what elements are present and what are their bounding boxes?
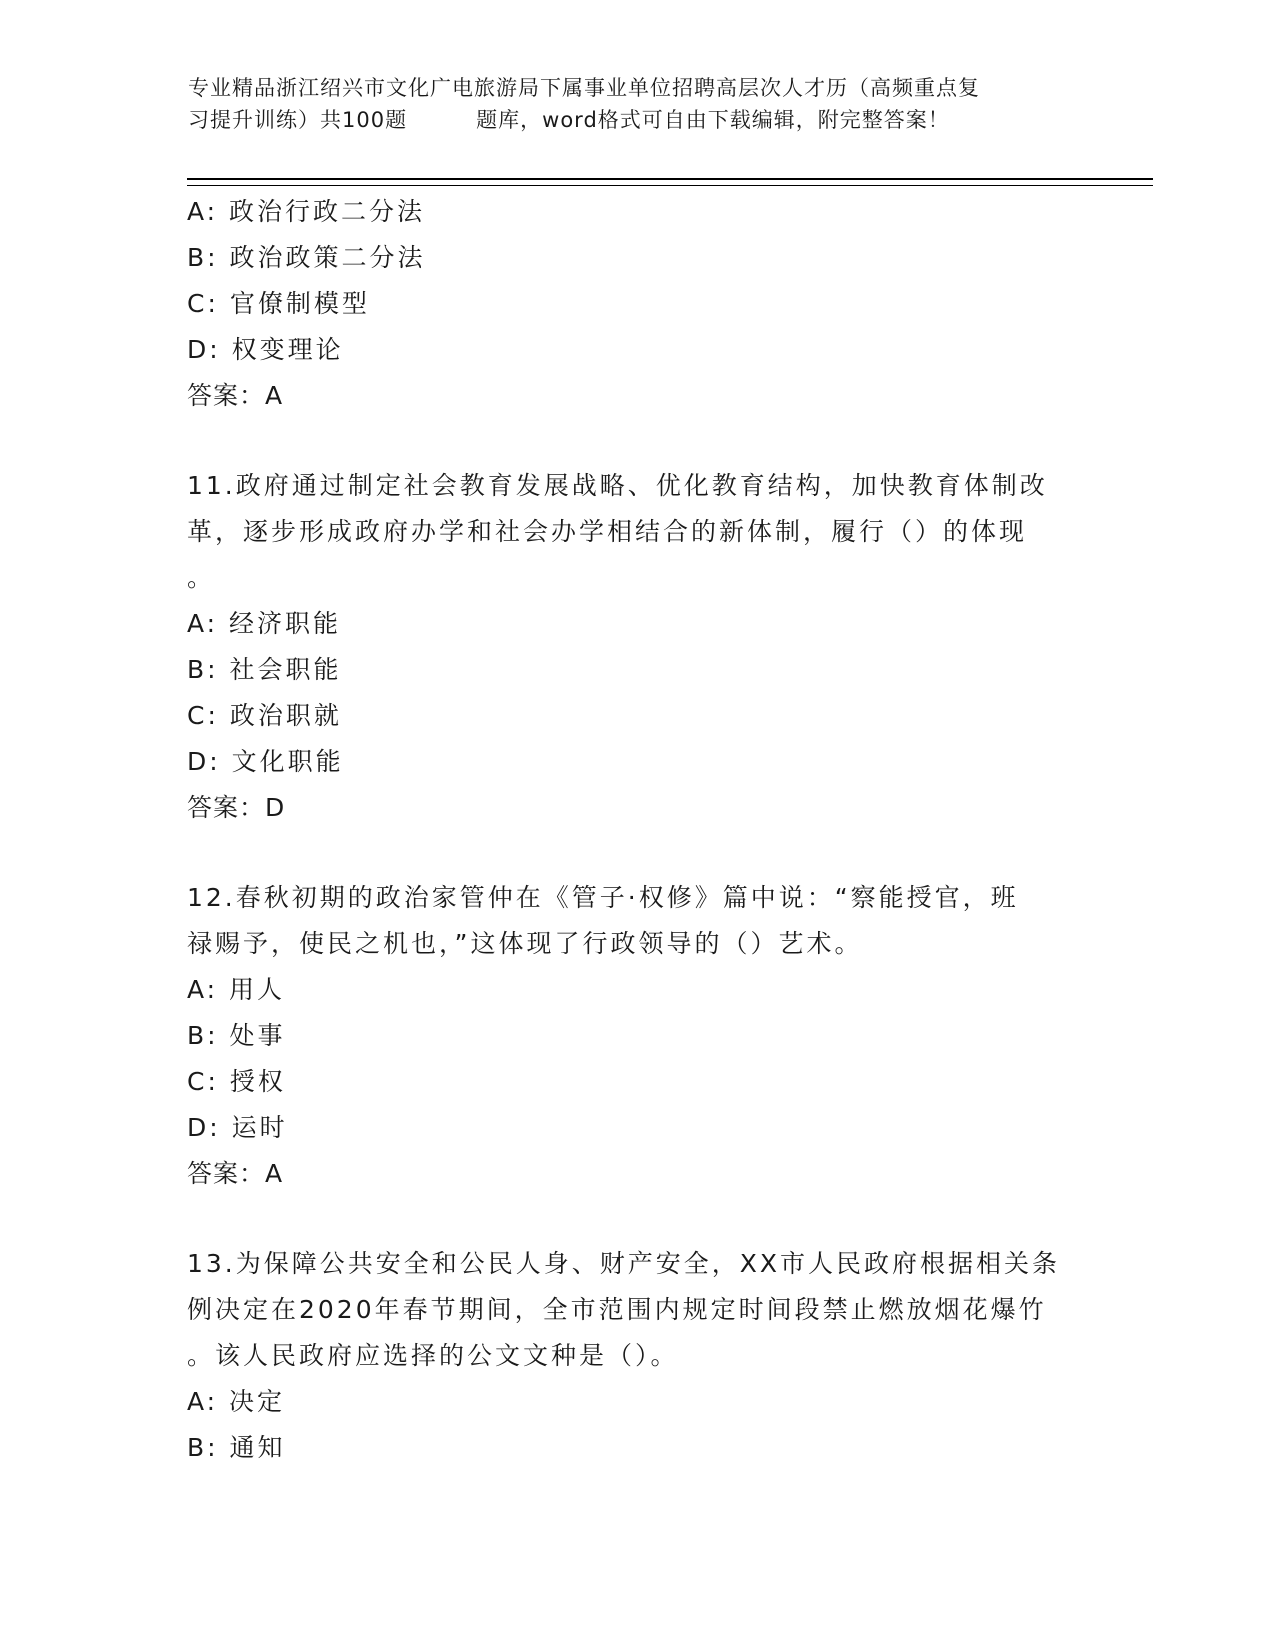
question-text-line: 11.政府通过制定社会教育发展战略、优化教育结构，加快教育体制改 — [187, 471, 1048, 500]
question-11 — [187, 463, 1107, 831]
option-a: A: 经济职能 — [187, 609, 342, 638]
option-b: B: 处事 — [187, 1021, 286, 1050]
option-d: D: 文化职能 — [187, 747, 344, 776]
option-a: A: 用人 — [187, 975, 286, 1004]
option-a: A: 决定 — [187, 1387, 286, 1416]
answer-line: 答案：D — [187, 793, 286, 822]
question-text-line: 12.春秋初期的政治家管仲在《管子·权修》篇中说：“察能授官，班 — [187, 883, 1019, 912]
header-divider-thick — [187, 178, 1153, 180]
document-header — [188, 72, 1088, 136]
question-12 — [187, 875, 1107, 1197]
question-text-line: 革，逐步形成政府办学和社会办学相结合的新体制，履行（）的体现 — [187, 517, 1028, 546]
option-d: D: 运时 — [187, 1113, 288, 1142]
header-divider-thin — [187, 185, 1153, 186]
question-text-line: 13.为保障公共安全和公民人身、财产安全，XX市人民政府根据相关条 — [187, 1249, 1061, 1278]
question-text-line: 禄赐予，使民之机也，”这体现了行政领导的（）艺术。 — [187, 929, 863, 958]
question-13 — [187, 1241, 1107, 1471]
question-list — [187, 189, 1107, 1471]
option-b: B: 政治政策二分法 — [187, 243, 426, 272]
question-text-line: 。 — [187, 563, 216, 592]
question-10-tail — [187, 189, 1107, 419]
answer-line: 答案：A — [187, 1159, 284, 1188]
option-a: A: 政治行政二分法 — [187, 197, 426, 226]
option-b: B: 通知 — [187, 1433, 286, 1462]
header-line-2: 习提升训练）共100题 题库，word格式可自由下载编辑，附完整答案！ — [188, 108, 950, 132]
option-c: C: 授权 — [187, 1067, 286, 1096]
option-d: D: 权变理论 — [187, 335, 344, 364]
question-text-line: 例决定在2020年春节期间，全市范围内规定时间段禁止燃放烟花爆竹 — [187, 1295, 1047, 1324]
header-line-1: 专业精品浙江绍兴市文化广电旅游局下属事业单位招聘高层次人才历（高频重点复 — [188, 76, 980, 100]
option-b: B: 社会职能 — [187, 655, 342, 684]
answer-line: 答案：A — [187, 381, 284, 410]
question-text-line: 。该人民政府应选择的公文文种是（）。 — [187, 1341, 679, 1370]
option-c: C: 政治职就 — [187, 701, 342, 730]
option-c: C: 官僚制模型 — [187, 289, 370, 318]
